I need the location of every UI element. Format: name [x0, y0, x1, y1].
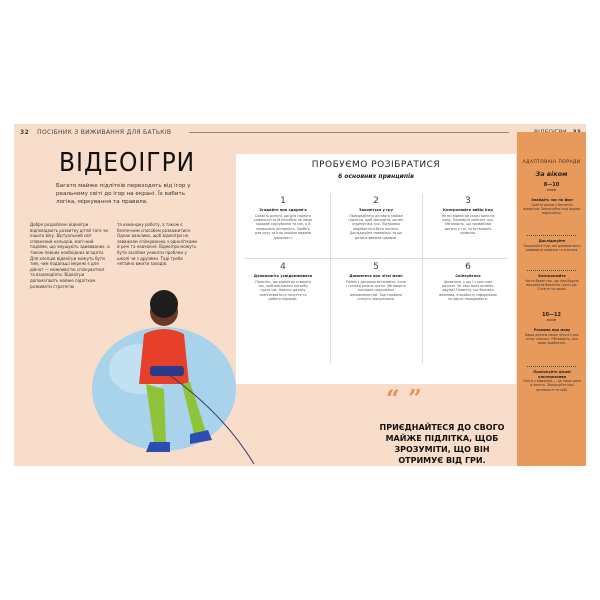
sidebar-divider	[527, 270, 576, 271]
age-range-unit: РОКІВ	[546, 318, 557, 322]
tip-text: Ваша дитина може чути в іграх різну лексику. Обговоріть, яка мова прийнятна.	[525, 332, 579, 346]
teen-gaming-illustration	[84, 274, 259, 466]
principle-title: Допоможіть усвідомлювати	[253, 274, 313, 278]
grid-divider	[330, 194, 331, 364]
principle-2	[346, 196, 406, 240]
principle-number: 5	[373, 262, 379, 272]
article-lead: Багато майже підлітків переходять від ігор у реальному світі до ігор на екрані. Їх вабить логіка, міркування та правила.	[56, 183, 191, 205]
principle-text: Поясніть, що відеоігри створені так, щоб викликати потребу грати ще. Навчіть дитину розпізнавати ці почуття та робити перерви.	[255, 279, 311, 302]
principle-number: 2	[373, 196, 379, 206]
principle-5	[346, 262, 406, 302]
panel-subtitle: 6 основних принципів	[338, 173, 414, 180]
header-rule	[189, 132, 509, 133]
tip-title: Контролюйте	[538, 274, 566, 278]
principle-1	[253, 196, 313, 240]
tip-title: Розмова про мову	[533, 328, 571, 332]
principle-title: Згадайте про здоров'я	[259, 208, 307, 212]
tip-title: Знайдіть час на фан	[531, 198, 573, 202]
pull-quote: ПРИЄДНАЙТЕСЯ ДО СВОГО МАЙЖЕ ПІДЛІТКА, ЩОБ ЗРОЗУМІТИ, ЩО ВІН ОТРИМУЄ ВІД ГРИ.	[379, 423, 505, 465]
age-range-2	[517, 312, 586, 322]
principle-number: 1	[280, 196, 286, 206]
principle-3	[438, 196, 498, 236]
principle-title: Домовтеся про чіткі межі	[349, 274, 403, 278]
principle-text: Цікавтеся, у що і з ким грає дитина. Чи знає вона онлайн-друзів? Поясніть, що безпека важлива, а особисту інформацію не варто поширювати.	[439, 279, 497, 302]
principle-number: 4	[280, 262, 286, 272]
principle-number: 6	[465, 262, 471, 272]
tip-title: Досліджуйте	[538, 239, 566, 243]
age-range-value: 10—12	[542, 312, 561, 318]
principle-text: Разом з дитиною встановіть, коли і скільки можна грати. Обговоріть наслідки порушення домовленостей. Тоді правила стануть зрозумілими.	[346, 279, 406, 302]
principle-title: Контролюйте вибір ігор	[443, 208, 493, 212]
tip-text: Часто буває так, що ігри будуть викликати бажання грати ще. Стежте за часом.	[524, 278, 580, 292]
principle-6	[438, 262, 498, 302]
age-range-1	[517, 182, 586, 192]
sidebar-heading: АДАПТОВАНІ ПОРАДИ	[522, 160, 581, 165]
sidebar-tip	[523, 370, 581, 392]
tip-text: Грайте разом у безпечні відеоігри. Заохочуйте інші форми відпочинку.	[523, 202, 581, 216]
tip-text: Грати у відеоігри — це лише одне із занять. Заохочуйте інші активності та хобі.	[523, 379, 581, 392]
tip-text: Пошукайте ігри, які допомагають розвивати навички та вчитися.	[523, 243, 581, 252]
article-title: ВІДЕОІГРИ	[59, 148, 196, 178]
grid-divider	[422, 194, 423, 364]
left-header-title: ПОСІБНИК З ВИЖИВАННЯ ДЛЯ БАТЬКІВ	[37, 129, 172, 136]
principle-text: Приєднайтеся до свого майже підлітка, щоб зрозуміти, що він отримує від гри. Підтримка подобається бути поспіль. Досліджуйте поведінку та що дитина вважає цікавим.	[348, 213, 404, 240]
tip-title: Пропонуйте цікаві альтернативи	[533, 370, 571, 379]
grid-divider	[244, 258, 508, 259]
age-range-value: 8—10	[543, 182, 560, 188]
panel-title: ПРОБУЄМО РОЗІБРАТИСЯ	[311, 160, 441, 170]
principle-title: Захопіться у гру	[359, 208, 393, 212]
principle-text: Не всі відеоігри схожі одна на одну. Перевірте рейтинг гри. Обговоріть, що приваблює дитину у грі, та встановіть правила.	[441, 213, 495, 236]
principle-text: Скажіть дитині, що для гарного самопочуття їй потрібно не лише здорове харчування та сон, а й правильна активність. Зробіть для руху та ігор іншими видами діяльності.	[253, 213, 313, 240]
sidebar-subheading: За віком	[535, 170, 568, 178]
sidebar-tip	[523, 274, 581, 291]
book-spread	[14, 124, 586, 466]
article-column-1: Добре розроблені відеоігри відповідають розвитку дітей того чи іншого віку. Віртуальний світ сповнений кольорів, магічний подіями, що змушують здивованих, а також певних необхідних вгадати. Для хлопців відеоігри можуть бути тим, чим подальші мережі є для дівчат — можливістю спілкуватися та взаємодіяти. Відеоігри допомагають майже підліткам розвивати стратегію	[30, 222, 110, 289]
principle-4	[253, 262, 313, 302]
left-page-number: 32	[20, 129, 29, 136]
principle-number: 3	[465, 196, 471, 206]
tips-sidebar	[517, 132, 586, 466]
quote-marks-icon: “ ”	[386, 384, 422, 413]
sidebar-tip	[523, 198, 581, 215]
sidebar-divider	[527, 366, 576, 367]
principle-title: Спілкуйтеся	[455, 274, 481, 278]
principles-panel	[236, 154, 516, 384]
sidebar-divider	[527, 235, 576, 236]
sidebar-tip	[523, 239, 581, 252]
sidebar-tip	[523, 328, 581, 345]
article-column-2: та командну роботу, а також є безпечним способом розважитися. Однак важливо, щоб відеоігри не заважали спілкуванню з однолітками й речі та навчання. Відеоігри можуть бути засобом уникати проблем у школі чи з друзями. Тоді треба негайно вжити заходів.	[117, 222, 197, 267]
left-running-header	[20, 129, 171, 136]
age-range-unit: РОКІВ	[546, 188, 557, 192]
